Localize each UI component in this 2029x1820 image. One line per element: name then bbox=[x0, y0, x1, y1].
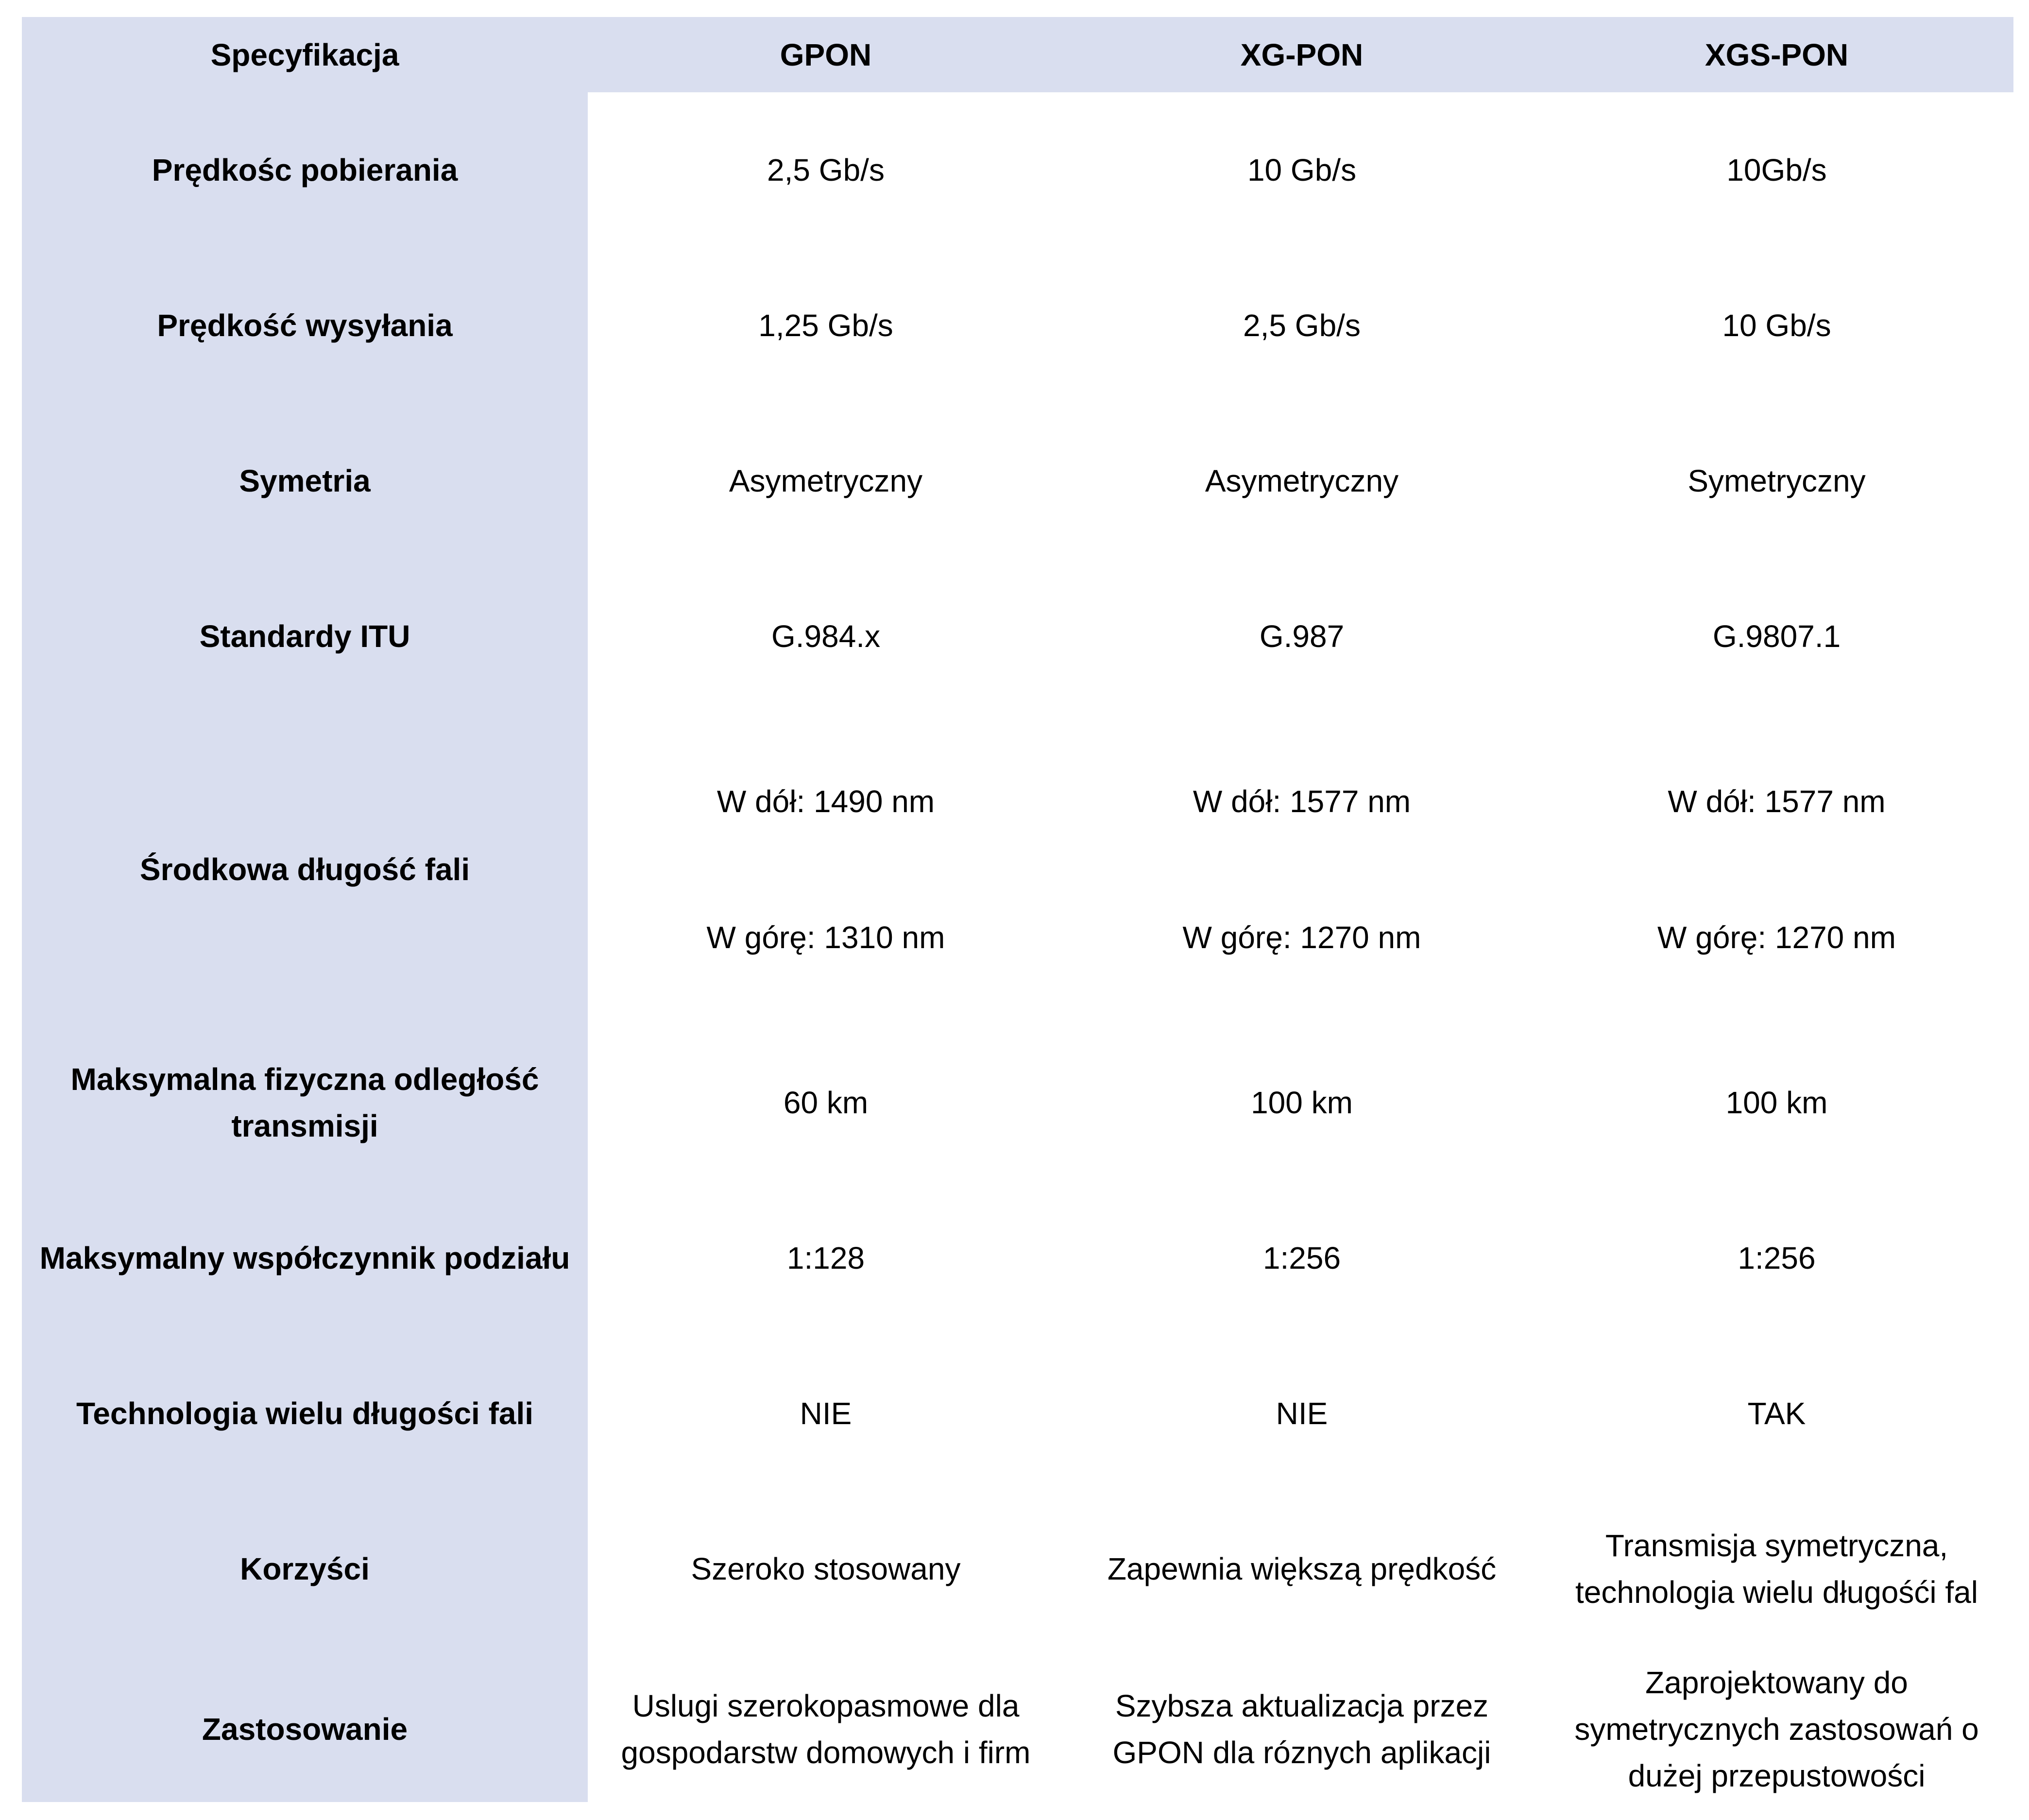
gpon-application-line-2: gospodarstw domowych i firm bbox=[621, 1735, 1031, 1770]
cell-xgpon-upload: 2,5 Gb/s bbox=[1243, 308, 1361, 343]
cell-gpon-symmetry: Asymetryczny bbox=[729, 463, 923, 498]
cell-gpon-download: 2,5 Gb/s bbox=[767, 153, 885, 187]
cell-xgpon-symmetry: Asymetryczny bbox=[1205, 463, 1399, 498]
xgspon-application-line-3: dużej przepustowości bbox=[1628, 1758, 1926, 1793]
cell-xgspon-application bbox=[1540, 1647, 2013, 1812]
gpon-wavelength-up: W górę: 1310 nm bbox=[706, 920, 945, 955]
cell-xgpon-download: 10 Gb/s bbox=[1247, 153, 1357, 187]
xgspon-wavelength-down: W dół: 1577 nm bbox=[1668, 784, 1886, 819]
cell-gpon-split: 1:128 bbox=[786, 1241, 865, 1276]
xgspon-benefits-line-1: Transmisja symetryczna, bbox=[1605, 1528, 1948, 1563]
cell-xgspon-download: 10Gb/s bbox=[1726, 153, 1827, 187]
row-label-wavelength: Środkowa długość fali bbox=[139, 852, 470, 887]
comparison-table bbox=[22, 17, 2013, 1802]
cell-gpon-upload: 1,25 Gb/s bbox=[758, 308, 893, 343]
header-gpon: GPON bbox=[780, 37, 872, 72]
cell-xgpon-distance: 100 km bbox=[1251, 1085, 1353, 1120]
gpon-wavelength-down: W dół: 1490 nm bbox=[716, 784, 935, 819]
header-xgspon: XGS-PON bbox=[1705, 37, 1849, 72]
cell-gpon-application bbox=[588, 1647, 1064, 1812]
cell-xgspon-benefits bbox=[1540, 1491, 2013, 1647]
cell-gpon-wavelength bbox=[588, 714, 1064, 1025]
cell-xgpon-split: 1:256 bbox=[1262, 1241, 1341, 1276]
cell-xgpon-multi-wavelength: NIE bbox=[1276, 1396, 1328, 1431]
cell-xgspon-itu: G.9807.1 bbox=[1712, 619, 1841, 654]
cell-xgpon-benefits: Zapewnia większą prędkość bbox=[1107, 1551, 1497, 1586]
max-distance-label-line-2: transmisji bbox=[231, 1108, 378, 1143]
xgpon-wavelength-up: W górę: 1270 nm bbox=[1182, 920, 1421, 955]
cell-xgpon-itu: G.987 bbox=[1259, 619, 1345, 654]
row-label-upload: Prędkość wysyłania bbox=[157, 308, 453, 343]
cell-xgspon-symmetry: Symetryczny bbox=[1688, 463, 1866, 498]
cell-xgspon-wavelength bbox=[1540, 714, 2013, 1025]
xgpon-application-line-2: GPON dla róznych aplikacji bbox=[1112, 1735, 1491, 1770]
cell-gpon-distance: 60 km bbox=[783, 1085, 869, 1120]
xgspon-wavelength-up: W górę: 1270 nm bbox=[1657, 920, 1896, 955]
row-label-multi-wavelength: Technologia wielu długości fali bbox=[76, 1396, 534, 1431]
xgpon-application-line-1: Szybsza aktualizacja przez bbox=[1115, 1688, 1489, 1723]
cell-xgspon-split: 1:256 bbox=[1738, 1241, 1816, 1276]
xgspon-application-line-1: Zaprojektowany do bbox=[1645, 1665, 1908, 1700]
row-label-symmetry: Symetria bbox=[239, 463, 371, 498]
cell-xgpon-application bbox=[1064, 1647, 1540, 1812]
header-spec: Specyfikacja bbox=[210, 37, 399, 72]
cell-xgspon-multi-wavelength: TAK bbox=[1747, 1396, 1806, 1431]
cell-gpon-benefits: Szeroko stosowany bbox=[691, 1551, 961, 1586]
cell-xgspon-upload: 10 Gb/s bbox=[1722, 308, 1831, 343]
gpon-application-line-1: Uslugi szerokopasmowe dla bbox=[632, 1688, 1020, 1723]
row-label-itu-standards: Standardy ITU bbox=[199, 619, 410, 654]
header-xgpon: XG-PON bbox=[1240, 37, 1364, 72]
row-label-download: Prędkośc pobierania bbox=[152, 153, 458, 187]
xgpon-wavelength-down: W dół: 1577 nm bbox=[1193, 784, 1411, 819]
row-label-application: Zastosowanie bbox=[202, 1712, 408, 1747]
cell-gpon-multi-wavelength: NIE bbox=[800, 1396, 852, 1431]
cell-gpon-itu: G.984.x bbox=[771, 619, 881, 654]
row-label-split-ratio: Maksymalny współczynnik podziału bbox=[39, 1241, 570, 1276]
row-label-benefits: Korzyści bbox=[240, 1551, 370, 1586]
max-distance-label-line-1: Maksymalna fizyczna odległość bbox=[70, 1062, 539, 1097]
row-label-max-distance bbox=[22, 1025, 588, 1180]
xgspon-benefits-line-2: technologia wielu długośći fal bbox=[1575, 1575, 1978, 1610]
cell-xgpon-wavelength bbox=[1064, 714, 1540, 1025]
xgspon-application-line-2: symetrycznych zastosowań o bbox=[1574, 1712, 1979, 1747]
cell-xgspon-distance: 100 km bbox=[1725, 1085, 1828, 1120]
